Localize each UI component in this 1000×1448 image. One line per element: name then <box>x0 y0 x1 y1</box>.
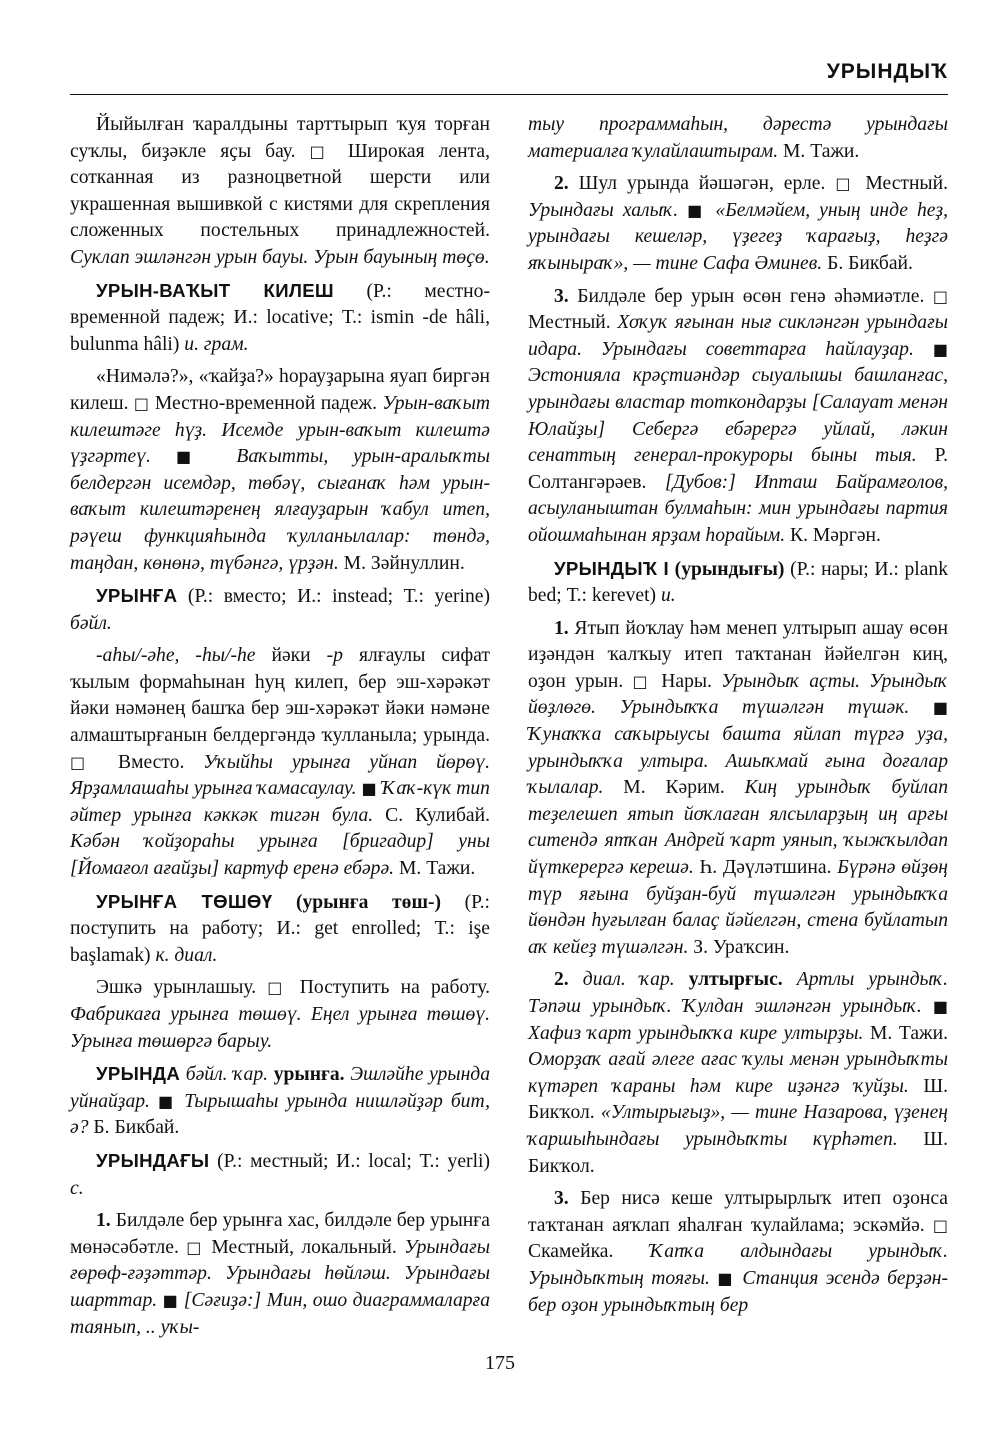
russian-marker-icon: □ <box>632 671 652 691</box>
headword: УРЫНДАҒЫ <box>96 1149 210 1171</box>
definition-paragraph: 1. Ятып йоҡлау һәм менеп ултырып ашау өсөн иҙәндән ҡалҡыу итеп таҡтанан йәйелгән киң, оҙон урын. □ Нары. Урындыҡ аҫты. Урындыҡ йөҙлөгө. Урындыҡҡа түшәлгән түшәк. ■ Ҡунаҡҡа саҡырыусы башта яйлап түргә уҙа, урындыҡҡа ултыра. Ашыҡмай ғына доғалар ҡылалар. М. Кәрим. Киң урындыҡ буйлап теҙелешеп ятып йоҡлаған ялсыларҙың иң арғы ситендә ятҡан Андрей ҡарт уянып, ҡыжҡылдап йүткерергә керешә. Һ. Дәүләтшина. Бүрәнә өйҙөң түр яғына буйҙан-буй түшәлгән урындыҡҡа йөндән һуғылған балаҫ йәйелгән, стена буйлатып аҡ кейеҙ түшәлгән. З. Ураҡсин. <box>528 617 949 958</box>
sense-number: 1. <box>96 1210 111 1232</box>
running-header <box>70 58 948 95</box>
definition-paragraph: Эшкә урынлашыу. □ Поступить на работу. Фабрикаға урынға төшөү. Еңел урынға төшөү. Урынға төшөргә барыу. <box>70 977 490 1052</box>
sense-number: 3. <box>554 285 569 307</box>
dictionary-entry: УРЫНҒА ТӨШӨҮ (урынға төш-) (Р.: поступить на работу; И.: get enrolled; Т.: işe başlamak) к. диал. <box>70 890 490 966</box>
citation-marker-icon: ■ <box>717 1268 735 1288</box>
citation-marker-icon: ■ <box>932 997 948 1016</box>
dictionary-entry: УРЫНДЫҠ I (урындығы) (Р.: нары; И.: plank bed; Т.: kerevet) и. <box>528 557 948 607</box>
russian-marker-icon: □ <box>932 1215 948 1235</box>
citation-marker-icon: ■ <box>361 779 377 799</box>
russian-marker-icon: □ <box>309 141 334 161</box>
dictionary-entry: УРЫНДА бәйл. ҡар. урынға. Эшләйһе урында уйнайҙар. ■ Тырышаһы урында нишләйҙәр бит, ә? Б. Бикбай. <box>70 1063 491 1139</box>
headword: УРЫНҒА <box>96 585 178 607</box>
citation-marker-icon: ■ <box>162 1290 179 1310</box>
citation-marker-icon: ■ <box>157 1091 177 1111</box>
definition-paragraph: 2. Шул урында йәшәгән, ерле. □ Местный. Урындағы халыҡ. ■ «Белмәйем, уның инде һеҙ, урындағы кешеләр, үҙегеҙ ҡарағыҙ, һеҙгә яҡыныраҡ», — тине Сафа Әминев. Б. Бикбай. <box>528 173 948 274</box>
citation-marker-icon: ■ <box>932 339 948 359</box>
sense-number: 2. <box>554 173 569 195</box>
dictionary-entry: УРЫН-ВАҠЫТ КИЛЕШ (Р.: местно-временной падеж; И.: locative; Т.: ismin -de hâli, bulunma hâli) и. грам. <box>70 279 490 355</box>
russian-marker-icon: □ <box>932 286 949 306</box>
definition-paragraph: 1. Билдәле бер урынға хас, билдәле бер урынға мөнәсәбәтле. □ Местный, локальный. Урындағы ғөрөф-ғәҙәттәр. Урындағы һөйләш. Урындағы шарттар. ■ [Сәғиҙә:] Мин, ошо диаграммаларға таянып, .. уҡы- <box>70 1210 490 1338</box>
sense-number: 3. <box>554 1188 569 1210</box>
citation-marker-icon: ■ <box>932 698 948 718</box>
page-number: 175 <box>485 1352 515 1374</box>
sense-number: 2. <box>554 969 569 991</box>
russian-marker-icon: □ <box>186 1237 204 1257</box>
definition-paragraph: 3. Билдәле бер урын өсөн генә әһәмиәтле. □ Местный. Хоҡуҡ яғынан нығ сикләнгән урындағы идара. Урындағы советтарға һайлауҙар. ■ Эстонияла крәҫтиәндәр сыуалышы башланғас, урындағы властар тоткондарҙы [Салауат менән Юлайҙы] Себергә ебәрергә уйлай, ләкин сенаттың генерал-прокуроры быны тыя. Р. Солтангәрәев. [Дубов:] Ипташ Байрамғолов, асыуланыштан булмаһын: мин урындағы партия ойошмаһынан ярҙам һорайым. К. Мәргән. <box>528 285 949 546</box>
russian-marker-icon: □ <box>70 752 100 772</box>
definition-paragraph: 3. Бер нисә кеше ултырырлыҡ итеп оҙонса таҡтанан аяҡлап яһалған ҡулайлама; эскәмйә. □ Скамейка. Ҡапҡа алдындағы урындыҡ. Урындыҡтың тояғы. ■ Станция эсендә берҙән-бер оҙон урындыҡтың бер <box>528 1188 949 1316</box>
headword: УРЫН-ВАҠЫТ КИЛЕШ <box>96 279 334 301</box>
headword: УРЫНҒА ТӨШӨҮ <box>96 890 273 912</box>
dictionary-entry: УРЫНДАҒЫ (Р.: местный; И.: local; Т.: yerli) с. <box>70 1149 490 1199</box>
definition-paragraph: -аһы/-әһе, -һы/-һе йәки -р ялғаулы сифат ҡылым формаһынан һуң килеп, бер эш-хәрәкәт йәки нәмәнең башҡа бер эш-хәрәкәт йәки нәмәне алмаштырғанын белдергәндә ҡулланыла; урында. □ Вместо. Уҡыйһы урынға уйнап йөрөү. Ярҙамлашаһы урынға ҡамасаулау. ■ Ҡаҡ-күк тип әйтер урынға кәккәк тигән була. С. Кулибай. Кәбән ҡойҙораһы урынға [бригадир] уны [Йомағол ағайҙы] картуф еренә ебәрә. М. Тажи. <box>70 645 490 880</box>
russian-marker-icon: □ <box>133 393 150 413</box>
citation-marker-icon: ■ <box>687 200 707 220</box>
header-title: УРЫНДЫҠ <box>826 60 948 83</box>
left-column <box>70 112 490 1347</box>
definition-paragraph: Йыйылған ҡаралдыны тарттырып ҡуя торған суҡлы, биҙәкле яҫы бау. □ Широкая лента, сотканная из разноцветной шерсти или украшенная вышивкой с кистями для скрепления сложенных постельных принадлежностей. Суклап эшләнгән урын бауы. Урын бауының төҫө. <box>70 114 490 268</box>
headword: УРЫНДЫҠ I <box>554 557 669 579</box>
citation-marker-icon: ■ <box>175 447 212 467</box>
sense-number: 1. <box>554 617 569 639</box>
definition-paragraph: «Нимәлә?», «ҡайҙа?» һорауҙарына яуап биргән килеш. □ Местно-временной падеж. Урын-ваҡыт килештәге һүҙ. Исемде урын-ваҡыт килештә үҙгәртеү. ■ Ваҡытты, урын-аралыҡты белдергән исемдәр, төбәү, сығанаҡ һәм урын-ваҡыт килештәренең ялғауҙарын ҡабул итеп, рәүеш функцияһында ҡулланылалар: төндә, таңдан, көнөнә, түбәнгә, үрҙән. М. Зәйнуллин. <box>70 366 490 574</box>
right-column <box>528 112 948 1325</box>
russian-marker-icon: □ <box>835 174 856 194</box>
definition-paragraph: тыу программаһын, дәрестә урындағы материалға ҡулайлаштырам. М. Тажи. <box>528 114 948 162</box>
headword: УРЫНДА <box>96 1063 181 1085</box>
definition-paragraph: 2. диал. ҡар. ултырғыс. Артлы урындыҡ. Тәпәш урындыҡ. Ҡулдан эшләнгән урындыҡ. ■ Хафиз ҡарт урындыҡҡа кире ултырҙы. М. Тажи. Оморҙаҡ ағай әлеге ағас ҡулы менән урындыҡты күтәреп ҡараны һәм кире иҙәнгә ҡуйҙы. Ш. Бикҡол. «Ултырығыҙ», — тине Назарова, үҙенең ҡаршыһындағы урындыҡты күрһәтеп. Ш. Бикҡол. <box>528 969 948 1177</box>
russian-marker-icon: □ <box>267 978 289 998</box>
dictionary-entry: УРЫНҒА (Р.: вместо; И.: instead; Т.: yerine) бәйл. <box>70 585 490 634</box>
